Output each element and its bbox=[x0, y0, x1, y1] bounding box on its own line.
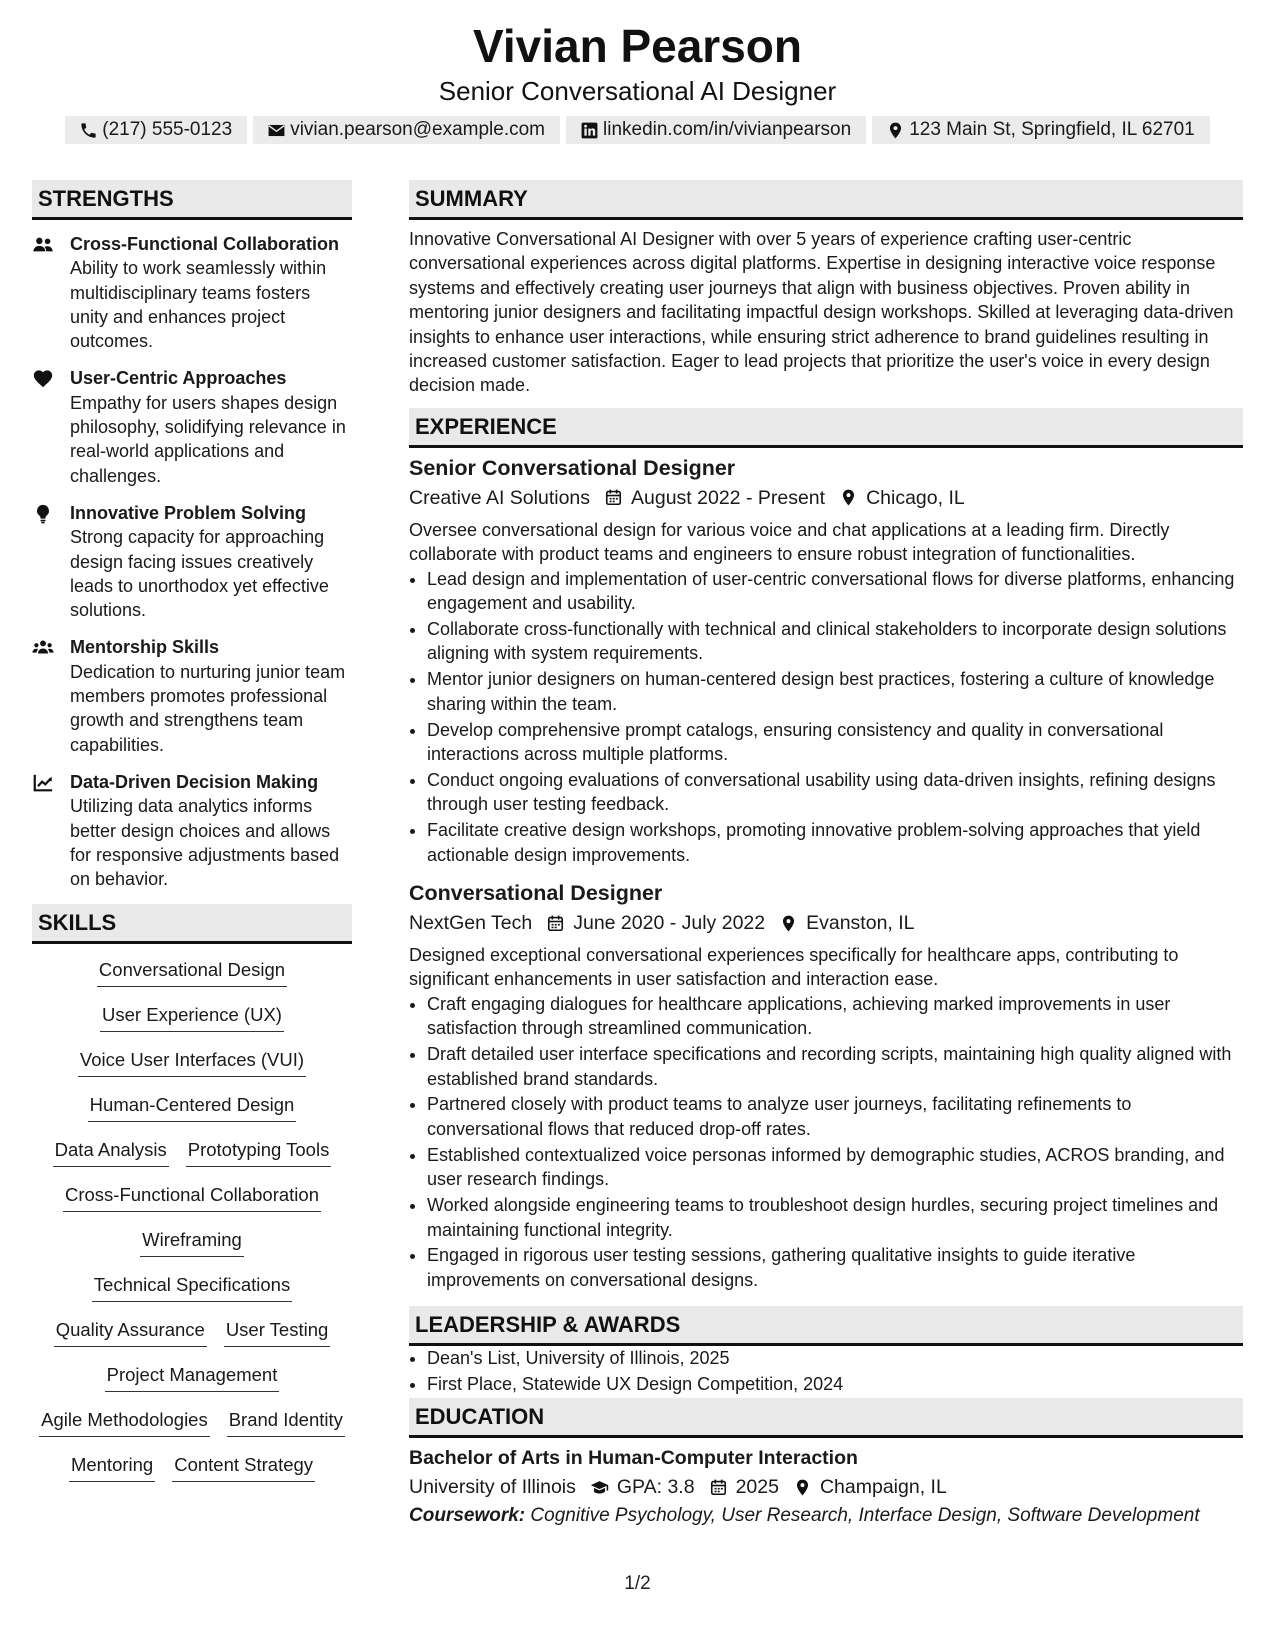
job-entry bbox=[409, 454, 1243, 867]
page-number: 1/2 bbox=[624, 1573, 651, 1594]
strength-item bbox=[32, 232, 352, 353]
resume-header bbox=[0, 18, 1275, 144]
job-company: Creative AI Solutions bbox=[409, 486, 591, 509]
strength-text: Empathy for users shapes design philosophy, solidifying relevance in real-world applications and challenges. bbox=[70, 392, 346, 486]
location-pin-icon bbox=[793, 1478, 812, 1497]
linkedin-text: linkedin.com/in/vivianpearson bbox=[603, 119, 852, 140]
coursework-line bbox=[409, 1502, 1243, 1530]
strength-title: User-Centric Approaches bbox=[70, 368, 287, 389]
award-item: • Dean's List, University of Illinois, 2025 bbox=[427, 1346, 1243, 1370]
skill-tag: User Testing bbox=[224, 1318, 330, 1347]
skill-tag: Technical Specifications bbox=[92, 1273, 292, 1302]
skill-tag: Mentoring bbox=[69, 1453, 155, 1482]
job-description: Designed exceptional conversational experiences specifically for healthcare apps, contributing to significant enhancements in user satisfaction and interaction ease. bbox=[409, 945, 1179, 990]
skill-tag: Prototyping Tools bbox=[186, 1138, 332, 1167]
strength-item bbox=[32, 770, 352, 891]
job-bullets bbox=[409, 992, 1243, 1292]
job-bullet: • Established contextualized voice personas informed by demographic studies, ACROS branding, and user research findings. bbox=[427, 1143, 1243, 1192]
right-column bbox=[409, 180, 1243, 1530]
skill-tag: Wireframing bbox=[140, 1228, 244, 1257]
job-bullet: • Partnered closely with product teams to analyze user journeys, facilitating refinements to conversational flows that reduced drop-off rates. bbox=[427, 1092, 1243, 1141]
email-text: vivian.pearson@example.com bbox=[290, 119, 545, 140]
job-bullet: • Facilitate creative design workshops, promoting innovative problem-solving approaches that yield actionable design improvements. bbox=[427, 818, 1243, 867]
gpa-text: GPA: 3.8 bbox=[616, 1476, 695, 1499]
contact-phone[interactable] bbox=[65, 116, 247, 144]
section-heading-education: EDUCATION bbox=[409, 1398, 1243, 1438]
education-meta bbox=[409, 1473, 1243, 1501]
award-item: • First Place, Statewide UX Design Competition, 2024 bbox=[427, 1372, 1243, 1396]
job-bullet: • Draft detailed user interface specifications and recording scripts, maintaining high quality aligned with established brand standards. bbox=[427, 1042, 1243, 1091]
job-meta bbox=[409, 909, 1243, 937]
strength-text: Dedication to nurturing junior team members promotes professional growth and strengthens team capabilities. bbox=[70, 661, 346, 755]
graduation-year: 2025 bbox=[735, 1476, 779, 1499]
strength-title: Mentorship Skills bbox=[70, 637, 220, 658]
skill-tag: Data Analysis bbox=[53, 1138, 169, 1167]
job-title: Senior Conversational Designer bbox=[409, 455, 736, 480]
contact-email[interactable] bbox=[253, 116, 560, 144]
job-dates: August 2022 - Present bbox=[631, 486, 826, 509]
strengths-list bbox=[32, 232, 352, 891]
school-name: University of Illinois bbox=[409, 1476, 576, 1499]
skill-tag: Brand Identity bbox=[227, 1408, 345, 1437]
skill-tag: Content Strategy bbox=[172, 1453, 315, 1482]
job-bullet: • Collaborate cross-functionally with technical and clinical stakeholders to incorporate design solutions aligning with system requirements. bbox=[427, 617, 1243, 666]
education-location: Champaign, IL bbox=[819, 1476, 947, 1499]
phone-text: (217) 555-0123 bbox=[102, 119, 233, 140]
skill-tag: Quality Assurance bbox=[54, 1318, 207, 1347]
skill-tag: Conversational Design bbox=[97, 958, 287, 987]
degree-title: Bachelor of Arts in Human-Computer Interaction bbox=[409, 1447, 858, 1470]
strength-item bbox=[32, 635, 352, 756]
job-bullet: • Worked alongside engineering teams to troubleshoot design hurdles, securing project timelines and maintaining functional integrity. bbox=[427, 1193, 1243, 1242]
location-pin-icon bbox=[886, 121, 905, 140]
section-heading-summary: SUMMARY bbox=[409, 180, 1243, 220]
strength-text: Ability to work seamlessly within multidisciplinary teams fosters unity and enhances project outcomes. bbox=[70, 258, 327, 352]
calendar-icon bbox=[709, 1478, 728, 1497]
chart-line-icon bbox=[32, 772, 54, 794]
section-heading-experience: EXPERIENCE bbox=[409, 408, 1243, 448]
team-icon bbox=[32, 637, 54, 659]
phone-icon bbox=[79, 121, 98, 140]
job-bullet: • Engaged in rigorous user testing sessions, gathering qualitative insights to guide iterative improvements on conversational designs. bbox=[427, 1243, 1243, 1292]
job-description: Oversee conversational design for various voice and chat applications at a leading firm. Directly collaborate with product teams and engineers to ensure robust integration of functionalities. bbox=[409, 519, 1170, 565]
job-bullet: • Lead design and implementation of user-centric conversational flows for diverse platforms, enhancing engagement and usability. bbox=[427, 567, 1243, 616]
skills-list bbox=[32, 958, 352, 1498]
job-location: Chicago, IL bbox=[866, 486, 965, 509]
summary-text: Innovative Conversational AI Designer with over 5 years of experience crafting user-centric conversational experiences across digital platforms. Expertise in designing interactive voice response systems and effectively creating user journeys that align with business objectives. Proven ability in mentoring junior designers and facilitating impactful design workshops. Skilled at leveraging data-driven insights to enhance user interactions, while ensuring strict adherence to brand guidelines resulting in increased customer satisfaction. Eager to lead projects that prioritize the user's voice in every design decision made. bbox=[409, 229, 1234, 396]
job-bullets bbox=[409, 567, 1243, 867]
skill-tag: Agile Methodologies bbox=[39, 1408, 210, 1437]
address-text: 123 Main St, Springfield, IL 62701 bbox=[909, 119, 1195, 140]
strength-title: Data-Driven Decision Making bbox=[70, 771, 319, 792]
coursework-text: Cognitive Psychology, User Research, Interface Design, Software Development bbox=[530, 1505, 1200, 1527]
coursework-label: Coursework: bbox=[409, 1505, 526, 1527]
skill-tag: Cross-Functional Collaboration bbox=[63, 1183, 321, 1212]
job-meta bbox=[409, 484, 1243, 512]
job-bullet: • Mentor junior designers on human-centered design best practices, fostering a culture of knowledge sharing within the team. bbox=[427, 667, 1243, 716]
strength-item bbox=[32, 501, 352, 622]
users-icon bbox=[32, 234, 54, 256]
linkedin-icon bbox=[580, 121, 599, 140]
job-bullet: • Conduct ongoing evaluations of conversational usability using data-driven insights, refining designs through user testing feedback. bbox=[427, 768, 1243, 817]
job-location: Evanston, IL bbox=[806, 912, 915, 935]
job-title: Conversational Designer bbox=[409, 881, 663, 906]
section-heading-strengths: STRENGTHS bbox=[32, 180, 352, 220]
skill-tag: Human-Centered Design bbox=[88, 1093, 297, 1122]
job-bullet: • Craft engaging dialogues for healthcare applications, achieving marked improvements in user satisfaction through streamlined communication. bbox=[427, 992, 1243, 1041]
awards-list bbox=[409, 1346, 1243, 1396]
contact-linkedin[interactable] bbox=[566, 116, 866, 144]
lightbulb-icon bbox=[32, 503, 54, 525]
strength-item bbox=[32, 366, 352, 487]
mail-icon bbox=[267, 121, 286, 140]
job-entry bbox=[409, 879, 1243, 1292]
job-bullet: • Develop comprehensive prompt catalogs, ensuring consistency and quality in conversational interactions across multiple platforms. bbox=[427, 718, 1243, 767]
contact-bar bbox=[0, 116, 1275, 144]
skill-tag: User Experience (UX) bbox=[100, 1003, 284, 1032]
strength-title: Cross-Functional Collaboration bbox=[70, 234, 340, 254]
job-dates: June 2020 - July 2022 bbox=[573, 912, 766, 935]
left-column bbox=[32, 180, 352, 1498]
strength-title: Innovative Problem Solving bbox=[70, 502, 307, 523]
section-heading-skills: SKILLS bbox=[32, 904, 352, 944]
skill-tag: Project Management bbox=[105, 1363, 280, 1392]
strength-text: Utilizing data analytics informs better design choices and allows for responsive adjustments based on behavior. bbox=[70, 796, 340, 890]
location-pin-icon bbox=[779, 914, 798, 933]
skill-tag: Voice User Interfaces (VUI) bbox=[78, 1048, 306, 1077]
strength-text: Strong capacity for approaching design facing issues creatively leads to unorthodox yet effective solutions. bbox=[70, 527, 329, 621]
contact-address bbox=[872, 116, 1210, 144]
candidate-title: Senior Conversational AI Designer bbox=[438, 76, 837, 106]
section-heading-leadership: LEADERSHIP & AWARDS bbox=[409, 1306, 1243, 1346]
calendar-icon bbox=[546, 914, 565, 933]
location-pin-icon bbox=[839, 488, 858, 507]
graduation-cap-icon bbox=[590, 1478, 609, 1497]
heart-icon bbox=[32, 368, 54, 390]
job-company: NextGen Tech bbox=[409, 912, 533, 935]
candidate-name: Vivian Pearson bbox=[473, 20, 802, 72]
calendar-icon bbox=[604, 488, 623, 507]
